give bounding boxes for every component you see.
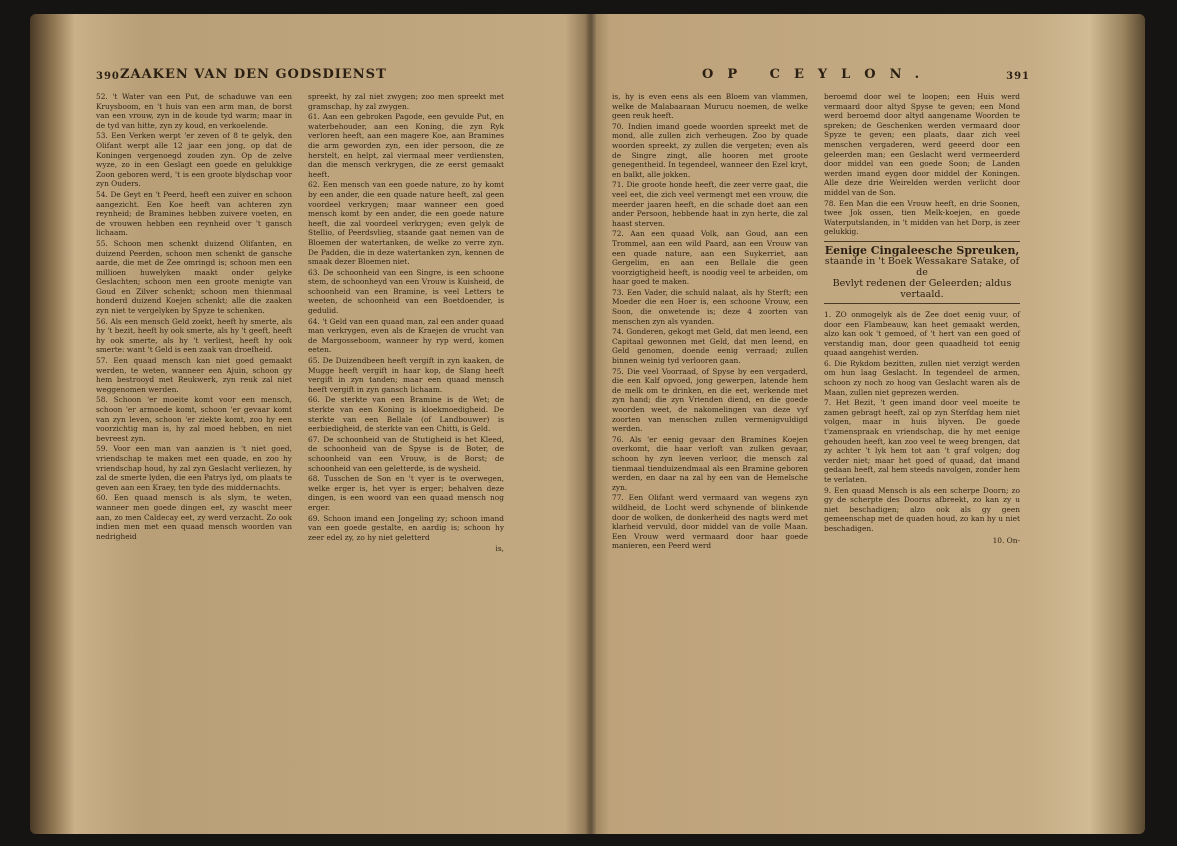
proverb-entry: 60. Een quaad mensch is als slym, te weten, wanneer men goede dingen eet, zy wascht meer aan, zo men Caldecay eet, zy werd verzacht. Zo ook indien men met een quaad mensch woorden van nedrigheid xyxy=(96,493,292,541)
right-running-head xyxy=(612,67,1030,88)
proverb-entry: 6. Die Rykdom bezitten, zullen niet verzigt werden om hun laag Geslacht. In tegendeel de armen, schoon zy noch zo hoog van Geslacht waren als de Maan, zullen niet geprezen werden. xyxy=(824,358,1020,397)
proverb-entry: 73. Een Vader, die schuld nalaat, als hy Sterft; een Moeder die een Hoer is, een schoone Vrouw, een Soon, die onwetende is; deze 4 zoorten van menschen zyn als vyanden. xyxy=(612,287,808,326)
proverb-entry: 68. Tusschen de Son en 't vyer is te overwegen, welke erger is, het vyer is erger; behalven deze dingen, is een woord van een quaad mensch nog erger. xyxy=(308,474,504,512)
proverb-entry: 55. Schoon men schenkt duizend Olifanten, en duizend Peerden, schoon men schenkt de gansche aarde, die met de Zee omringd is; schoon men een millioen huwelyken maakt onder gelyke Geslachten; schoon men een groote menigte van Goud en Zilver schenkt; schoon men thienmaal honderd duizend Koejen schenkt; alle die zaaken zyn niet te vergelyken by Spyze te schenken. xyxy=(96,238,292,316)
proverb-entry: 65. De Duizendbeen heeft vergift in zyn kaaken, de Mugge heeft vergift in haar kop, de Slang heeft vergift in zyn tanden; maar een quaad mensch heeft vergift in zyn gansch lichaam. xyxy=(308,356,504,394)
book-gutter xyxy=(586,14,596,834)
proverb-entry: 62. Een mensch van een goede nature, zo hy komt by een ander, die een quade nature heeft, zal geen voordeel verkrygen; maar wanneer een goed mensch komt by een ander, die een goede nature heeft, die zal voordeel verkrygen; even gelyk de Stellio, of Peerdsvlieg, staande gaat nemen van de Bloemen der watertanken, de welke zo verre zyn. De Padden, die in deze watertanken zyn, kennen de smaak dezer Bloemen niet. xyxy=(308,180,504,267)
proverb-entry: 72. Aan een quaad Volk, aan Goud, aan een Trommel, aan een wild Paard, aan een Vrouw van een quade nature, aan een Suykerriet, aan Gergelim, en aan een Bellale die geen voorzigtigheid heeft, is noodig veel te arbeiden, om haar goed te maken. xyxy=(612,229,808,287)
heading-line-3: Bevlyt redenen der Geleerden; aldus vertaald. xyxy=(832,277,1012,300)
left-page xyxy=(96,67,510,792)
left-column-1 xyxy=(96,92,292,542)
right-column-2 xyxy=(824,92,1020,545)
proverb-entry: beroemd door wel te loopen; een Huis werd vermaard door altyd Spyse te geven; een Mond werd beroemd door altyd aangename Woorden te spreken; de Geschenken werden vermaard door Spyze te geven; een plaats, daar zich veel menschen vergaderen, werd geeerd door een geleerden man; een Geslacht werd vermeerderd door middel van een goede Soon; de Landen werden imand eygen door middel der Koningen. Alle deze drie Weirelden werden verlicht door middel van de Son. xyxy=(824,92,1020,197)
right-title: OP CEYLON. xyxy=(702,67,934,82)
proverb-entry: 66. De sterkte van een Bramine is de Wet; de sterkte van een Koning is kloekmoedigheid. De sterkte van een Bellale (of Landbouwer) is eerbiedigheid, de sterkte van een Chitti, is Geld. xyxy=(308,395,504,434)
left-catchword: is, xyxy=(495,544,504,554)
proverb-entry: 76. Als 'er eenig gevaar den Bramines Koejen overkomt, die haar verloft van zulken gevaar, schoon hy zyn leeven verloor, die mensch zal tienmaal tienduizendmaal als een Bramine geboren werden, en daar na zal hy een van de Hemelsche zyn. xyxy=(612,434,808,492)
proverb-entry: 59. Voor een man van aanzien is 't niet goed, vriendschap te maken met een quade, en zoo hy vriendschap houd, hy zal zyn Geslacht verliezen, hy zal de smerte lyden, die een Patrys lyd, om plaats te geven aan een Kraey, ten tyde des middernachts. xyxy=(96,444,292,492)
right-page-number: 391 xyxy=(1006,71,1030,82)
proverb-entry: 9. Een quaad Mensch is als een scherpe Doorn; zo gy de scherpte des Doorns afbreekt, zo kan zy u niet beschadigen; alzo ook als gy geen gemeenschap met de quaden houd, zo kan hy u niet beschadigen. xyxy=(824,485,1020,533)
proverb-entry: spreekt, hy zal niet zwygen; zoo men spreekt met gramschap, hy zal zwygen. xyxy=(308,92,504,111)
proverb-entry: 56. Als een mensch Geld zoekt, heeft hy smerte, als hy 't bezit, heeft hy ook smerte, als hy 't geeft, heeft hy ook smerte, als hy 't verliest, heeft hy ook smerte: want 't Geld is een zaak van droefheid. xyxy=(96,316,292,355)
left-page-number: 390 xyxy=(96,71,120,82)
heading-line-2: staande in 't Boek Wessakare Satake, of de xyxy=(824,255,1020,278)
proverb-entry: 67. De schoonheid van de Stutigheid is het Kleed, de schoonheid van de Spyse is de Boter, de schoonheid van een Vrouw, is de Borst; de schoonheid van een geletterde, is de wysheid. xyxy=(308,434,504,473)
proverb-entry: 69. Schoon imand een Jongeling zy; schoon imand van een goede gestalte, en aardig is; schoon hy zeer edel zy, zo hy niet geletterd xyxy=(308,513,504,542)
proverb-entry: 78. Een Man die een Vrouw heeft, en drie Soonen, twee Jok ossen, tien Melk-koejen, en goede Waterputslanden, in 't midden van het Dorp, is zeer gelukkig. xyxy=(824,198,1020,237)
proverb-entry: 53. Een Verken werpt 'er zeven of 8 te gelyk, den Olifant werpt alle 12 jaar een jong, op dat de Koningen vergenoegd zouden zyn. Op de zelve wyze, zo in een Geslagt een goede en gelukkige Zoon geboren werd, 't is een groote blydschap voor zyn Ouders. xyxy=(96,131,292,189)
proverb-entry: 54. De Geyt en 't Peerd, heeft een zuiver en schoon aangezicht. Een Koe heeft van achteren zyn reynheid; de Bramines hebben zuivere voeten, en de vrouwen hebben een reynheid over 't gansch lichaam. xyxy=(96,189,292,238)
right-page xyxy=(612,67,1030,792)
left-running-head xyxy=(96,67,510,88)
left-column-2 xyxy=(308,92,504,554)
proverb-entry: 77. Een Olifant werd vermaard van wegens zyn wildheid, de Locht werd schynende of blinkende door de wolken, de donkerheid des nagts werd met klarheid vervuld, door middel van de volle Maan. Een Vrouw werd vermaard door haar goede manieren, een Peerd werd xyxy=(612,493,808,551)
section-heading xyxy=(824,241,1020,304)
proverb-entry: 63. De schoonheid van een Singre, is een schoone stem, de schoonheyd van een Vrouw is Kuisheid, de schoonheid van een Bramine, is veel Letters te weeten, de schoonheid van een Boetdoender, is gedulid. xyxy=(308,267,504,316)
proverb-entry: 58. Schoon 'er moeite komt voor een mensch, schoon 'er armoede komt, schoon 'er gevaar komt van zyn leven, schoon 'er ziekte komt, zoo hy een voorzichtig man is, hy zal moed hebben, en niet bevreest zyn. xyxy=(96,395,292,443)
right-column-1 xyxy=(612,92,808,552)
proverb-entry: 52. 't Water van een Put, de schaduwe van een Kruysboom, en 't huis van een arm man, de borst van een vrouw, zyn in de koude tyd warm; maar in de tyd van hitte, zyn zy koud, en verkoelende. xyxy=(96,92,292,130)
right-catchword: 10. On- xyxy=(992,535,1020,545)
proverb-entry: 57. Een quaad mensch kan niet goed gemaakt werden, te weten, wanneer een Ajuin, schoon gy hem bestrooyd met Reukwerk, zyn reuk zal niet weggenomen werden. xyxy=(96,356,292,394)
proverb-entry: 1. ZO onmogelyk als de Zee doet eenig vuur, of door een Flambeauw, kan heet gemaakt werden, alzo kan ook 't gemoed, of 't hert van een goed of verstandig man, door geen quaadheid tot eenig quaad aangehist werden. xyxy=(824,309,1020,358)
heading-line-1: Eenige Cingaleesche Spreuken, xyxy=(824,243,1020,257)
proverb-entry: 7. Het Bezit, 't geen imand door veel moeite te zamen gebragt heeft, zal op zyn Sterfdag hem niet volgen, maar in huis blyven. De goede t'zamenspraak en vriendschap, die hy met eenige gehouden heeft, kan zoo veel te weeg brengen, dat zy achter 't lyk hem tot aan 't graf volgen; dog verder niet; maar het goed of quaad, dat imand gedaan heeft, zal hem steeds navolgen, zonder hem te verlaten. xyxy=(824,398,1020,484)
proverb-entry: 64. 't Geld van een quaad man, zal een ander quaad man verkrygen, even als de Kraejen de vrucht van de Margosseboom, wanneer hy ryp werd, komen eeten. xyxy=(308,316,504,355)
left-title: ZAAKEN VAN DEN GODSDIENST xyxy=(120,67,387,82)
proverb-entry: 74. Gonderen, gekogt met Geld, dat men leend, een Capitaal gewonnen met Geld, dat men leend, en Geld genomen, doende eenig verraad; zullen binnen weinig tyd verlooren gaan. xyxy=(612,327,808,366)
proverb-entry: 75. Die veel Voorraad, of Spyse by een vergaderd, die een Kalf opvoed, jong gewerpen, latende hem de melk om te drinken, en die eet, werkende met zyn hand; die zyn Vrienden diend, en die goede woorden weet, de nakomelingen van deze vyf zoorten van menschen zullen vermenigvuldigd werden. xyxy=(612,366,808,434)
proverb-entry: 71. Die groote honde heeft, die zeer verre gaat, die veel eet, die zich veel vermengt met een vrouw, die meerder jaaren heeft, en die schade doet aan een ander Persoon, hebbende haat in zyn herte, die zal haast sterven. xyxy=(612,180,808,228)
proverb-entry: is, hy is even eens als een Bloem van vlammen, welke de Malabaaraan Murucu noemen, de welke geen reuk heeft. xyxy=(612,92,808,121)
proverb-entry: 61. Aan een gebroken Pagode, een gevulde Put, en waterbehouder, aan een Koning, die zyn Ryk verloren heeft, aan een magere Koe, aan Bramines die arm geworden zyn, een ider persoon, die ze herstelt, en helpt, zal viermaal meer verdiensten, dan die mensch verkrygen, die ze eerst gemaakt heeft. xyxy=(308,112,504,179)
proverb-entry: 70. Indien imand goede woorden spreekt met de mond, alle zullen zich verheugen. Zoo by quade woorden spreekt, zy zullen die vergeten; even als de Singre zingt, alle hooren met groote genegentheid. In tegendeel, wanneer den Ezel kryt, en balkt, alle jokken. xyxy=(612,121,808,179)
